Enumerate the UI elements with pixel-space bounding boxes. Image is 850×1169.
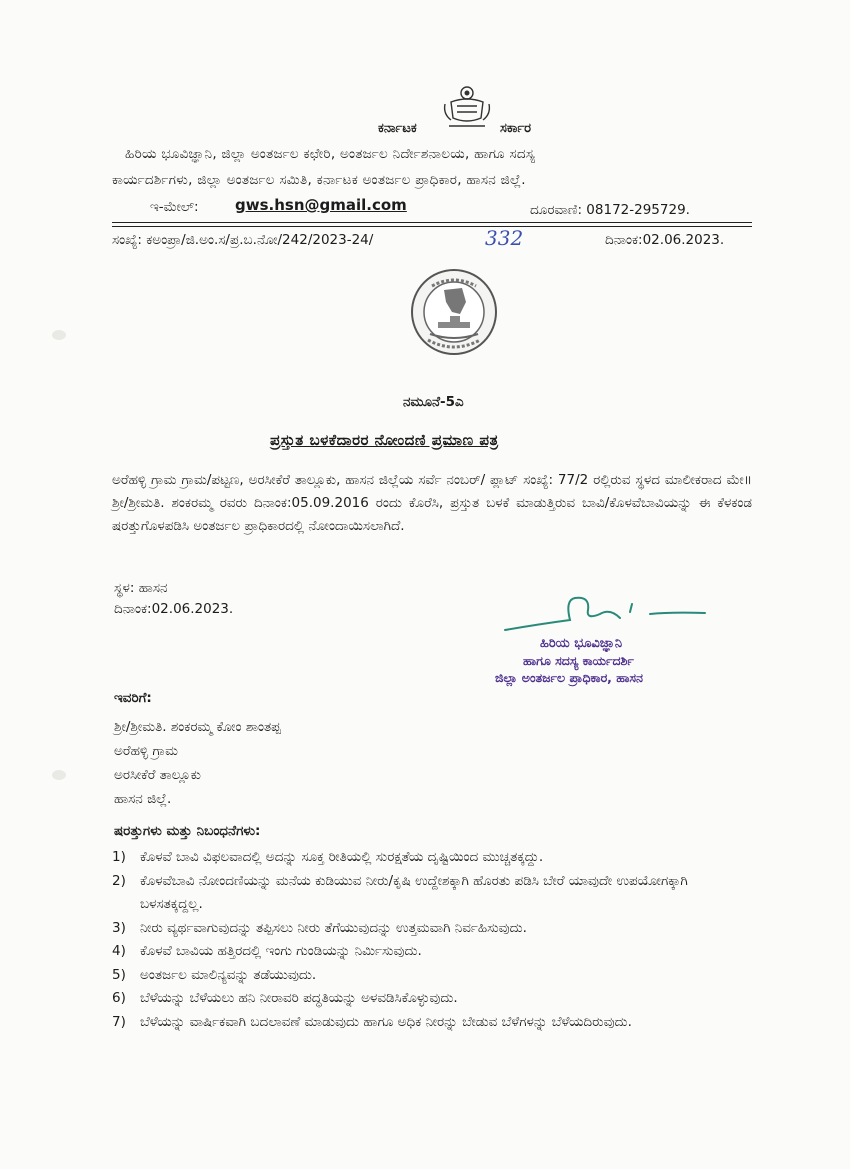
certificate-body: ಅರೆಹಳ್ಳಿ ಗ್ರಾಮ ಗ್ರಾಮ/ಪಟ್ಟಣ, ಅರಸೀಕೆರೆ ತಾಲ್ಲೂಕು, ಹಾಸನ ಜಿಲ್ಲೆಯ ಸರ್ವೆ ನಂಬರ್/ ಪ್ಲಾಟ್ ಸಂಖ್ಯೆ: 77/2 ರಲ್ಲಿರುವ ಸ್ಥಳದ ಮಾಲೀಕರಾದ ಮೇ॥ ಶ್ರೀ/ಶ್ರೀಮತಿ. ಶಂಕರಮ್ಮ ರವರು ದಿನಾಂಕ:05.09.2016 ರಂದು ಕೊರೆಸಿ, ಪ್ರಸ್ತುತ ಬಳಕೆ ಮಾಡುತ್ತಿರುವ ಬಾವಿ/ಕೊಳವೆಬಾವಿಯನ್ನು ಈ ಕೆಳಕಂಡ ಷರತ್ತುಗೊಳಪಡಿಸಿ ಅಂತರ್ಜಲ ಪ್ರಾಧಿಕಾರದಲ್ಲಿ ನೋಂದಾಯಿಸಲಾಗಿದೆ. xyxy=(112,472,752,534)
header-divider xyxy=(112,222,752,223)
condition-item xyxy=(112,1011,752,1035)
letter-date: ದಿನಾಂಕ:02.06.2023. xyxy=(605,232,725,248)
condition-text: ಬೆಳೆಯನ್ನು ವಾರ್ಷಿಕವಾಗಿ ಬದಲಾವಣೆ ಮಾಡುವುದು ಹಾಗೂ ಅಧಿಕ ನೀರನ್ನು ಬೇಡುವ ಬೆಳೆಗಳನ್ನು ಬೆಳೆಯದಿರುವುದು. xyxy=(140,1013,632,1030)
condition-number: 3) xyxy=(112,919,126,936)
condition-item xyxy=(112,870,752,917)
conditions-heading: ಷರತ್ತುಗಳು ಮತ್ತು ನಿಬಂಧನೆಗಳು: xyxy=(114,823,261,839)
stamp-line: ಹಾಗೂ ಸದಸ್ಯ ಕಾರ್ಯದರ್ಶಿ xyxy=(523,653,634,668)
issue-date: ದಿನಾಂಕ:02.06.2023. xyxy=(114,601,234,617)
stamp-line: ಜಿಲ್ಲಾ ಅಂತರ್ಜಲ ಪ್ರಾಧಿಕಾರ, ಹಾಸನ xyxy=(495,670,643,685)
phone-number: ದೂರವಾಣಿ: 08172-295729. xyxy=(530,202,690,218)
conditions-list xyxy=(112,846,752,1034)
department-seal-icon xyxy=(410,268,498,356)
condition-number: 4) xyxy=(112,943,126,959)
condition-item xyxy=(112,940,752,964)
email-link[interactable]: gws.hsn@gmail.com xyxy=(235,196,407,214)
condition-text: ಕೊಳವೆ ಬಾವಿ ವಿಫಲವಾದಲ್ಲಿ ಅದನ್ನು ಸೂಕ್ತ ರೀತಿಯಲ್ಲಿ ಸುರಕ್ಷತೆಯ ದೃಷ್ಟಿಯಿಂದ ಮುಚ್ಚತಕ್ಕದ್ದು. xyxy=(140,849,544,865)
condition-item xyxy=(112,846,752,870)
address-line: ಅರೆಹಳ್ಳಿ ಗ್ರಾಮ xyxy=(114,743,178,759)
address-line: ಅರಸೀಕೆರೆ ತಾಲ್ಲೂಕು xyxy=(114,767,201,783)
email-label: ಇ-ಮೇಲ್: xyxy=(150,199,199,215)
handwritten-reference-number: 332 xyxy=(485,226,524,250)
address-line: ಹಾಸನ ಜಿಲ್ಲೆ. xyxy=(114,791,172,807)
state-emblem-icon xyxy=(441,84,493,132)
address-line: ಶ್ರೀ/ಶ್ರೀಮತಿ. ಶಂಕರಮ್ಮ ಕೋಂ ಶಾಂತಪ್ಪ xyxy=(114,719,281,735)
certificate-title: ಪ್ರಸ್ತುತ ಬಳಕೆದಾರರ ನೋಂದಣಿ ಪ್ರಮಾಣ ಪತ್ರ xyxy=(270,431,499,449)
form-number: ನಮೂನೆ-5ಎ xyxy=(403,394,464,410)
condition-text: ನೀರು ವ್ಯರ್ಥವಾಗುವುದನ್ನು ತಪ್ಪಿಸಲು ನೀರು ತೆಗೆಯುವುದನ್ನು ಉತ್ತಮವಾಗಿ ನಿರ್ವಹಿಸುವುದು. xyxy=(140,919,527,936)
stamp-line: ಹಿರಿಯ ಭೂವಿಜ್ಞಾನಿ xyxy=(540,636,623,651)
condition-text: ಕೊಳವೆಬಾವಿ ನೋಂದಣಿಯನ್ನು ಮನೆಯ ಕುಡಿಯುವ ನೀರು/ಕೃಷಿ ಉದ್ದೇಶಕ್ಕಾಗಿ ಹೊರತು ಪಡಿಸಿ ಬೇರೆ ಯಾವುದೇ ಉಪಯೋಗಕ್ಕಾಗಿ ಬಳಸತಕ್ಕದ್ದಲ್ಲ. xyxy=(140,872,688,912)
condition-text: ಅಂತರ್ಜಲ ಮಾಲಿನ್ಯವನ್ನು ತಡೆಯುವುದು. xyxy=(140,966,317,983)
officer-stamp xyxy=(495,635,765,686)
punch-hole xyxy=(52,770,66,780)
condition-number: 1) xyxy=(112,849,126,865)
condition-number: 6) xyxy=(112,990,126,1006)
place: ಸ್ಥಳ: ಹಾಸನ xyxy=(114,580,168,596)
recipient-address xyxy=(114,715,281,811)
recipient-label: ಇವರಿಗೆ: xyxy=(114,690,152,706)
condition-item xyxy=(112,987,752,1011)
header-divider xyxy=(112,226,752,227)
condition-text: ಕೊಳವೆ ಬಾವಿಯ ಹತ್ತಿರದಲ್ಲಿ ಇಂಗು ಗುಂಡಿಯನ್ನು ನಿರ್ಮಿಸುವುದು. xyxy=(140,943,422,959)
reference-number: ಸಂಖ್ಯೆ: ಕಅಂಪ್ರಾ/ಜಿ.ಅಂ.ಸ/ಪ್ರ.ಬ.ನೋ/242/2023-24/ xyxy=(112,232,374,248)
office-address-line2: ಕಾರ್ಯದರ್ಶಿಗಳು, ಜಿಲ್ಲಾ ಅಂತರ್ಜಲ ಸಮಿತಿ, ಕರ್ನಾಟಕ ಅಂತರ್ಜಲ ಪ್ರಾಧಿಕಾರ, ಹಾಸನ ಜಿಲ್ಲೆ. xyxy=(112,172,526,188)
govt-label-right: ಸರ್ಕಾರ xyxy=(500,121,531,136)
condition-number: 5) xyxy=(112,966,126,983)
govt-label-left: ಕರ್ನಾಟಕ xyxy=(378,121,417,136)
condition-text: ಬೆಳೆಯನ್ನು ಬೆಳೆಯಲು ಹನಿ ನೀರಾವರಿ ಪದ್ಧತಿಯನ್ನು ಅಳವಡಿಸಿಕೊಳ್ಳುವುದು. xyxy=(140,990,458,1006)
office-address-line1: ಹಿರಿಯ ಭೂವಿಜ್ಞಾನಿ, ಜಿಲ್ಲಾ ಅಂತರ್ಜಲ ಕಛೇರಿ, ಅಂತರ್ಜಲ ನಿರ್ದೇಶನಾಲಯ, ಹಾಗೂ ಸದಸ್ಯ xyxy=(125,146,536,162)
punch-hole xyxy=(52,330,66,340)
officer-signature xyxy=(500,590,710,640)
condition-number: 7) xyxy=(112,1013,126,1030)
condition-item xyxy=(112,917,752,941)
condition-number: 2) xyxy=(112,872,126,889)
condition-item xyxy=(112,964,752,988)
